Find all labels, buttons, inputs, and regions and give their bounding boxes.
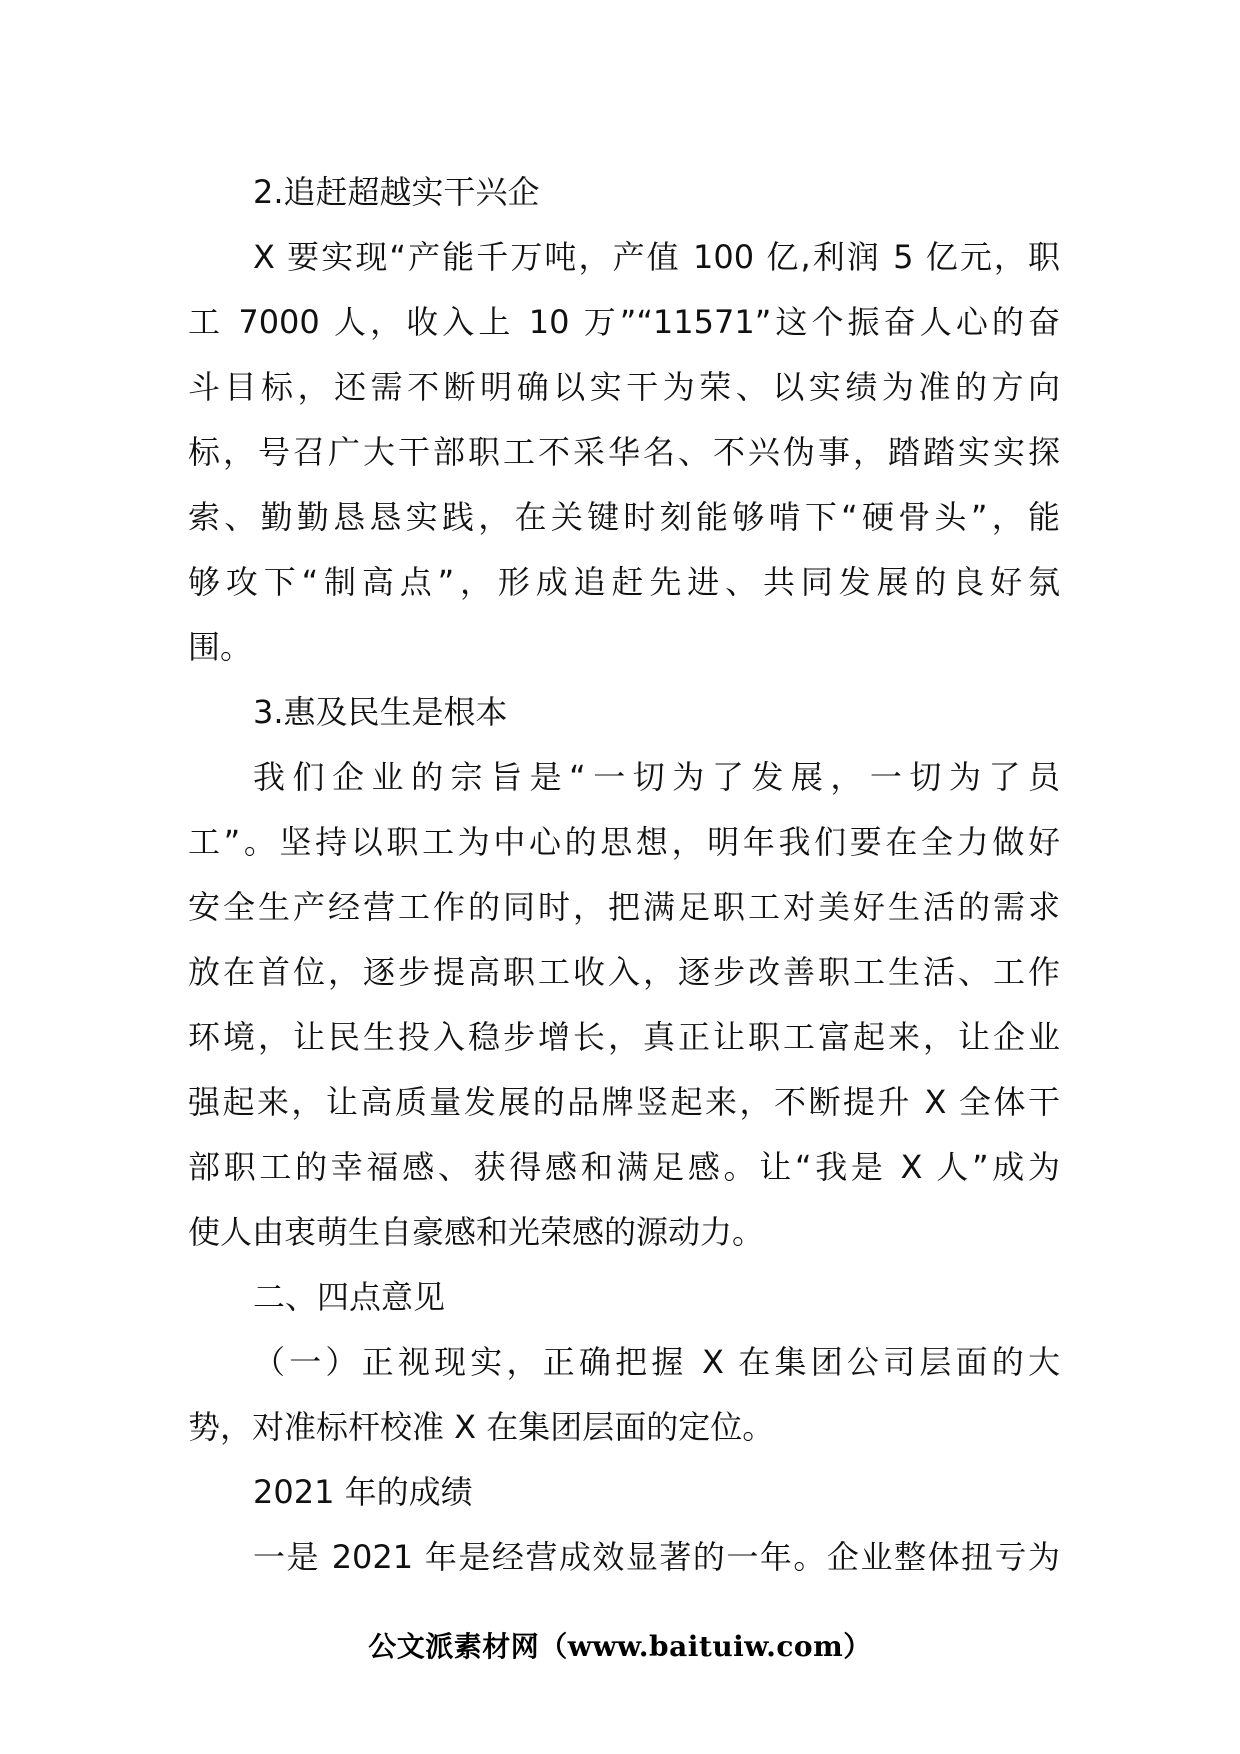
document-body	[188, 160, 1060, 1590]
paragraph-line: 部职工的幸福感、获得感和满足感。让“我是 X 人”成为	[188, 1148, 1060, 1186]
paragraph-line: 工”。坚持以职工为中心的思想，明年我们要在全力做好	[188, 823, 1060, 861]
paragraph-line: 我们企业的宗旨是“一切为了发展，一切为了员	[253, 758, 1060, 796]
paragraph-line: 索、勤勤恳恳实践，在关键时刻能够啃下“硬骨头”，能	[188, 498, 1060, 536]
paragraph-line: 强起来，让高质量发展的品牌竖起来，不断提升 X 全体干	[188, 1083, 1060, 1121]
results-heading: 2021 年的成绩	[253, 1473, 473, 1511]
paragraph-line: 环境，让民生投入稳步增长，真正让职工富起来，让企业	[188, 1018, 1060, 1056]
section-heading-2: 2.追赶超越实干兴企	[253, 173, 540, 211]
paragraph-line: 围。	[188, 628, 253, 666]
paragraph-line: 放在首位，逐步提高职工收入，逐步改善职工生活、工作	[188, 953, 1060, 991]
paragraph-line: 安全生产经营工作的同时，把满足职工对美好生活的需求	[188, 888, 1060, 926]
paragraph-line: 工 7000 人，收入上 10 万”“11571”这个振奋人心的奋	[188, 303, 1060, 341]
paragraph-line: 斗目标，还需不断明确以实干为荣、以实绩为准的方向	[188, 368, 1060, 406]
subsection-heading-line: 势，对准标杆校准 X 在集团层面的定位。	[188, 1408, 775, 1446]
paragraph-line: X 要实现“产能千万吨，产值 100 亿,利润 5 亿元，职	[253, 238, 1060, 276]
paragraph-line: 够攻下“制高点”，形成追赶先进、共同发展的良好氛	[188, 563, 1060, 601]
section-heading-opinions: 二、四点意见	[253, 1278, 446, 1316]
paragraph-line: 标，号召广大干部职工不采华名、不兴伪事，踏踏实实探	[188, 433, 1060, 471]
paragraph-line: 一是 2021 年是经营成效显著的一年。企业整体扭亏为	[253, 1538, 1060, 1576]
footer-watermark: 公文派素材网（www.baituiw.com）	[368, 1630, 872, 1663]
section-heading-3: 3.惠及民生是根本	[253, 693, 508, 731]
subsection-heading-line: （一）正视现实，正确把握 X 在集团公司层面的大	[253, 1343, 1060, 1381]
paragraph-line: 使人由衷萌生自豪感和光荣感的源动力。	[188, 1213, 765, 1251]
